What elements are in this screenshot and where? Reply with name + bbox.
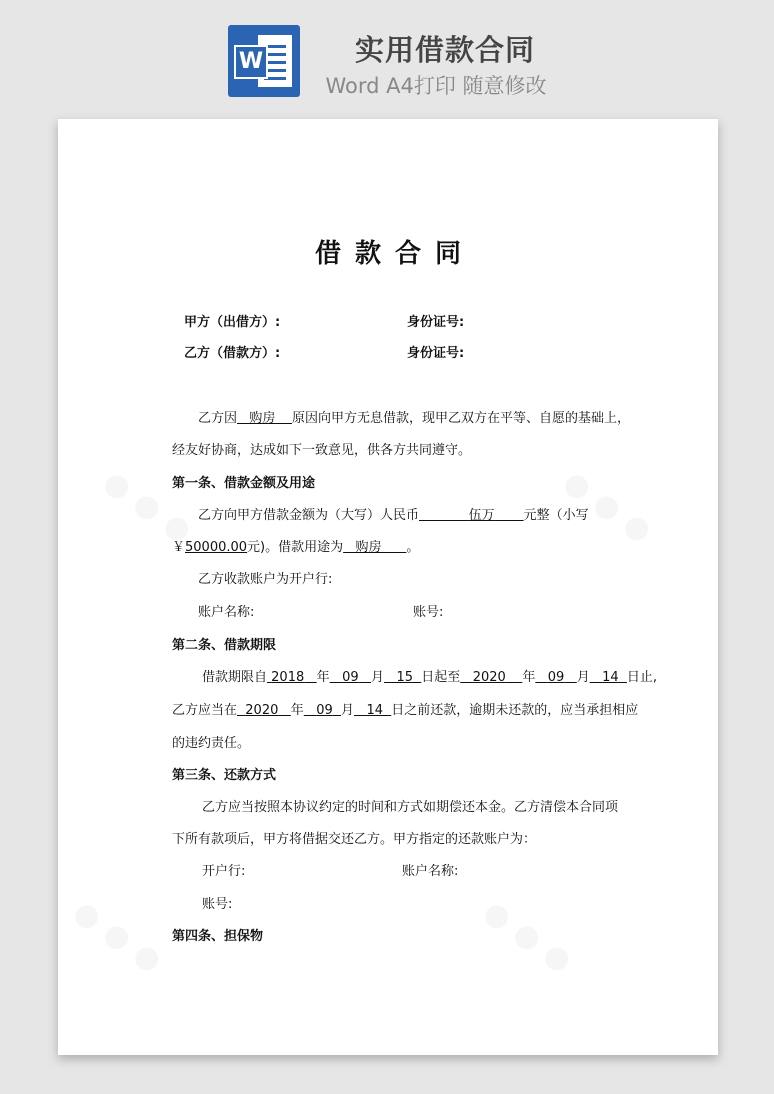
art1-account-line: 乙方收款账户为开户行: <box>198 572 333 587</box>
intro-purpose: 购房 <box>249 411 276 426</box>
watermark <box>67 894 169 980</box>
art1-account-number: 账号: <box>413 605 444 620</box>
watermark <box>477 894 579 980</box>
id-b-label: 身份证号: <box>407 346 465 361</box>
article-4-heading: 第四条、担保物 <box>172 929 264 944</box>
art3-bank: 开户行: <box>202 864 246 879</box>
art3-account-name: 账户名称: <box>402 864 459 879</box>
art2-liability-line: 的违约责任。 <box>172 736 251 751</box>
intro-line-2: 经友好协商，达成如下一致意见，供各方共同遵守。 <box>172 443 472 458</box>
art2-period-line: 借款期限自 2018 年 09 月 15 日起至 2020 年 09 月 14 日止, <box>202 670 658 685</box>
article-2-heading: 第二条、借款期限 <box>172 638 277 653</box>
art1-account-name: 账户名称: <box>198 605 255 620</box>
banner-subtitle: Word A4打印 随意修改 <box>325 74 547 98</box>
word-logo-letter: W <box>234 45 268 79</box>
art3-line-1: 乙方应当按照本协议约定的时间和方式如期偿还本金。乙方清偿本合同项 <box>202 800 619 815</box>
banner-title: 实用借款合同 <box>354 33 535 67</box>
article-3-heading: 第三条、还款方式 <box>172 768 277 783</box>
art3-line-2: 下所有款项后，甲方将借据交还乙方。甲方指定的还款账户为： <box>172 832 537 847</box>
intro-line-1: 乙方因 购房 原因向甲方无息借款，现甲乙双方在平等、自愿的基础上， <box>198 411 630 426</box>
party-b-label: 乙方（借款方）: <box>184 346 281 361</box>
article-1-heading: 第一条、借款金额及用途 <box>172 476 316 491</box>
template-banner <box>0 0 774 118</box>
art1-amount-line: 乙方向甲方借款金额为（大写）人民币 伍万 元整（小写 <box>198 508 589 523</box>
party-a-label: 甲方（出借方）: <box>184 315 281 330</box>
art3-account-number: 账号: <box>202 897 233 912</box>
word-logo-icon <box>228 25 300 97</box>
id-a-label: 身份证号: <box>407 315 465 330</box>
document-title: 借款合同 <box>314 239 475 269</box>
document-page <box>58 119 718 1055</box>
art2-repay-line: 乙方应当在 2020 年 09 月 14 日之前还款，逾期未还款的，应当承担相应 <box>172 703 639 718</box>
art1-amount-number-line: ￥50000.00元)。借款用途为 购房 。 <box>172 540 420 555</box>
